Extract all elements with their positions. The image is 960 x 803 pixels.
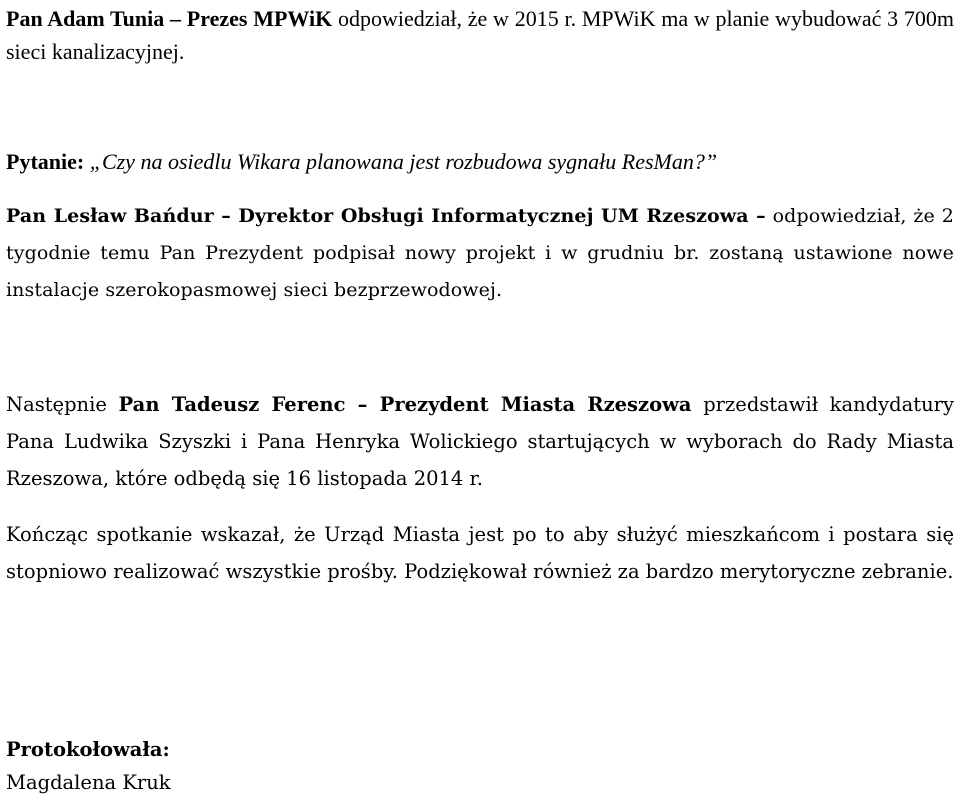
president-intro: Następnie <box>6 393 119 416</box>
question-text: „Czy na osiedlu Wikara planowana jest rozbudowa sygnału ResMan?” <box>84 149 718 174</box>
president-candidates-text: przedstawił kandydatury Pana Ludwika Szyszki i Pana Henryka Wolickiego startujących w wyborach do Rady Miasta Rzeszowa, które odbędą się 16 listopada 2014 r. <box>6 393 955 490</box>
mpwik-answer-text: odpowiedział, że w 2015 r. MPWiK ma w planie wybudować 3 700m sieci kanalizacyjnej. <box>6 6 954 64</box>
paragraph-mpwik-answer <box>6 2 954 68</box>
question-label: Pytanie: <box>6 149 85 174</box>
paragraph-president-candidates <box>6 386 954 497</box>
paragraph-it-director-answer <box>6 198 954 309</box>
paragraph-question <box>6 145 954 178</box>
speaker-tadeusz-ferenc: Pan Tadeusz Ferenc – Prezydent Miasta Rzeszowa <box>118 393 692 416</box>
speaker-adam-tunia: Pan Adam Tunia – Prezes MPWiK <box>6 6 333 31</box>
speaker-leslaw-bandur: Pan Lesław Bańdur – Dyrektor Obsługi Informatycznej UM Rzeszowa – <box>6 205 766 227</box>
closing-text: Kończąc spotkanie wskazał, że Urząd Miasta jest po to aby służyć mieszkańcom i postara się stopniowo realizować wszystkie prośby. Podziękował również za bardzo merytoryczne zebranie. <box>6 523 954 583</box>
signature-label: Protokołowała: <box>6 738 170 761</box>
signature-name: Magdalena Kruk <box>6 771 171 794</box>
it-director-answer-text: odpowiedział, że 2 tygodnie temu Pan Prezydent podpisał nowy projekt i w grudniu br. zostaną ustawione nowe instalacje szerokopasmowej sieci bezprzewodowej. <box>6 205 954 301</box>
paragraph-closing <box>6 516 954 590</box>
